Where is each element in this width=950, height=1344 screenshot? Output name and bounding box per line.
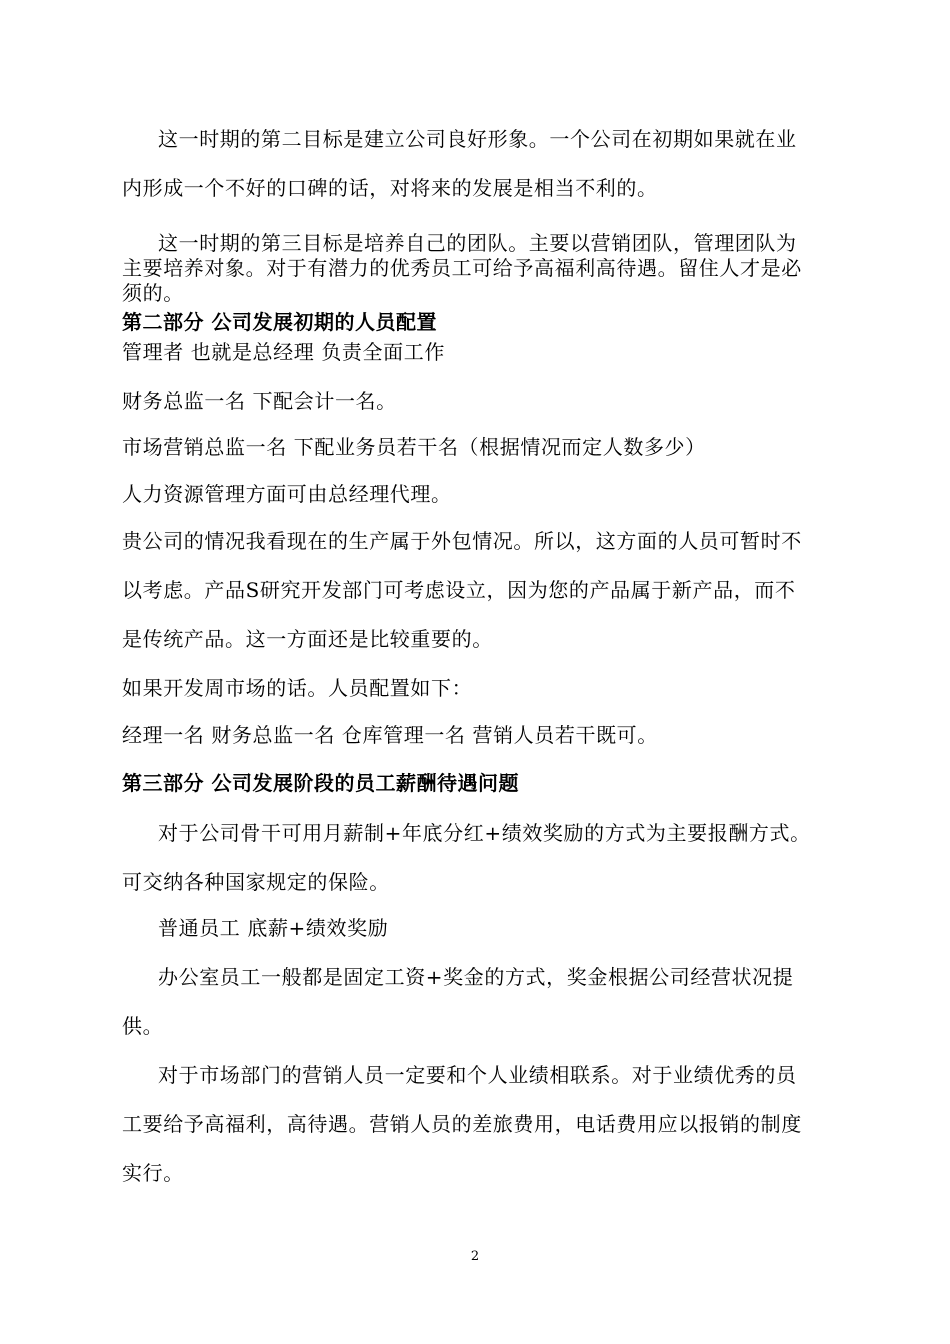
- body-line: 人力资源管理方面可由总经理代理。: [122, 482, 452, 506]
- paragraph-line: 主要培养对象。对于有潜力的优秀员工可给予高福利高待遇。留住人才是必: [122, 256, 802, 280]
- body-line: 管理者 也就是总经理 负责全面工作: [122, 340, 445, 364]
- section-heading: 第二部分 公司发展初期的人员配置: [122, 310, 437, 334]
- section-heading: 第三部分 公司发展阶段的员工薪酬待遇问题: [122, 771, 519, 795]
- paragraph-line: 这一时期的第二目标是建立公司良好形象。一个公司在初期如果就在业: [158, 127, 797, 151]
- body-line: 实行。: [122, 1161, 184, 1185]
- body-line: 供。: [122, 1014, 164, 1038]
- paragraph-line: 须的。: [122, 281, 184, 305]
- body-line: 对于市场部门的营销人员一定要和个人业绩相联系。对于业绩优秀的员: [158, 1063, 797, 1087]
- paragraph-line: 这一时期的第三目标是培养自己的团队。主要以营销团队，管理团队为: [158, 231, 797, 255]
- body-line: 普通员工 底薪+绩效奖励: [158, 916, 389, 940]
- body-line: 经理一名 财务总监一名 仓库管理一名 营销人员若干既可。: [122, 723, 658, 747]
- page-number: 2: [470, 1249, 480, 1264]
- body-line: 可交纳各种国家规定的保险。: [122, 870, 390, 894]
- body-line: 如果开发周市场的话。人员配置如下：: [122, 676, 473, 700]
- body-line: 以考虑。产品S研究开发部门可考虑设立，因为您的产品属于新产品，而不: [122, 578, 796, 602]
- body-line: 办公室员工一般都是固定工资+奖金的方式，奖金根据公司经营状况提: [158, 965, 794, 989]
- body-line: 工要给予高福利，高待遇。营销人员的差旅费用，电话费用应以报销的制度: [122, 1112, 802, 1136]
- body-line: 是传统产品。这一方面还是比较重要的。: [122, 627, 493, 651]
- paragraph-line: 内形成一个不好的口碑的话，对将来的发展是相当不利的。: [122, 176, 658, 200]
- body-line: 对于公司骨干可用月薪制+年底分红+绩效奖励的方式为主要报酬方式。: [158, 821, 811, 845]
- body-line: 财务总监一名 下配会计一名。: [122, 389, 397, 413]
- body-line: 贵公司的情况我看现在的生产属于外包情况。所以，这方面的人员可暂时不: [122, 529, 802, 553]
- body-line: 市场营销总监一名 下配业务员若干名（根据情况而定人数多少）: [122, 435, 706, 459]
